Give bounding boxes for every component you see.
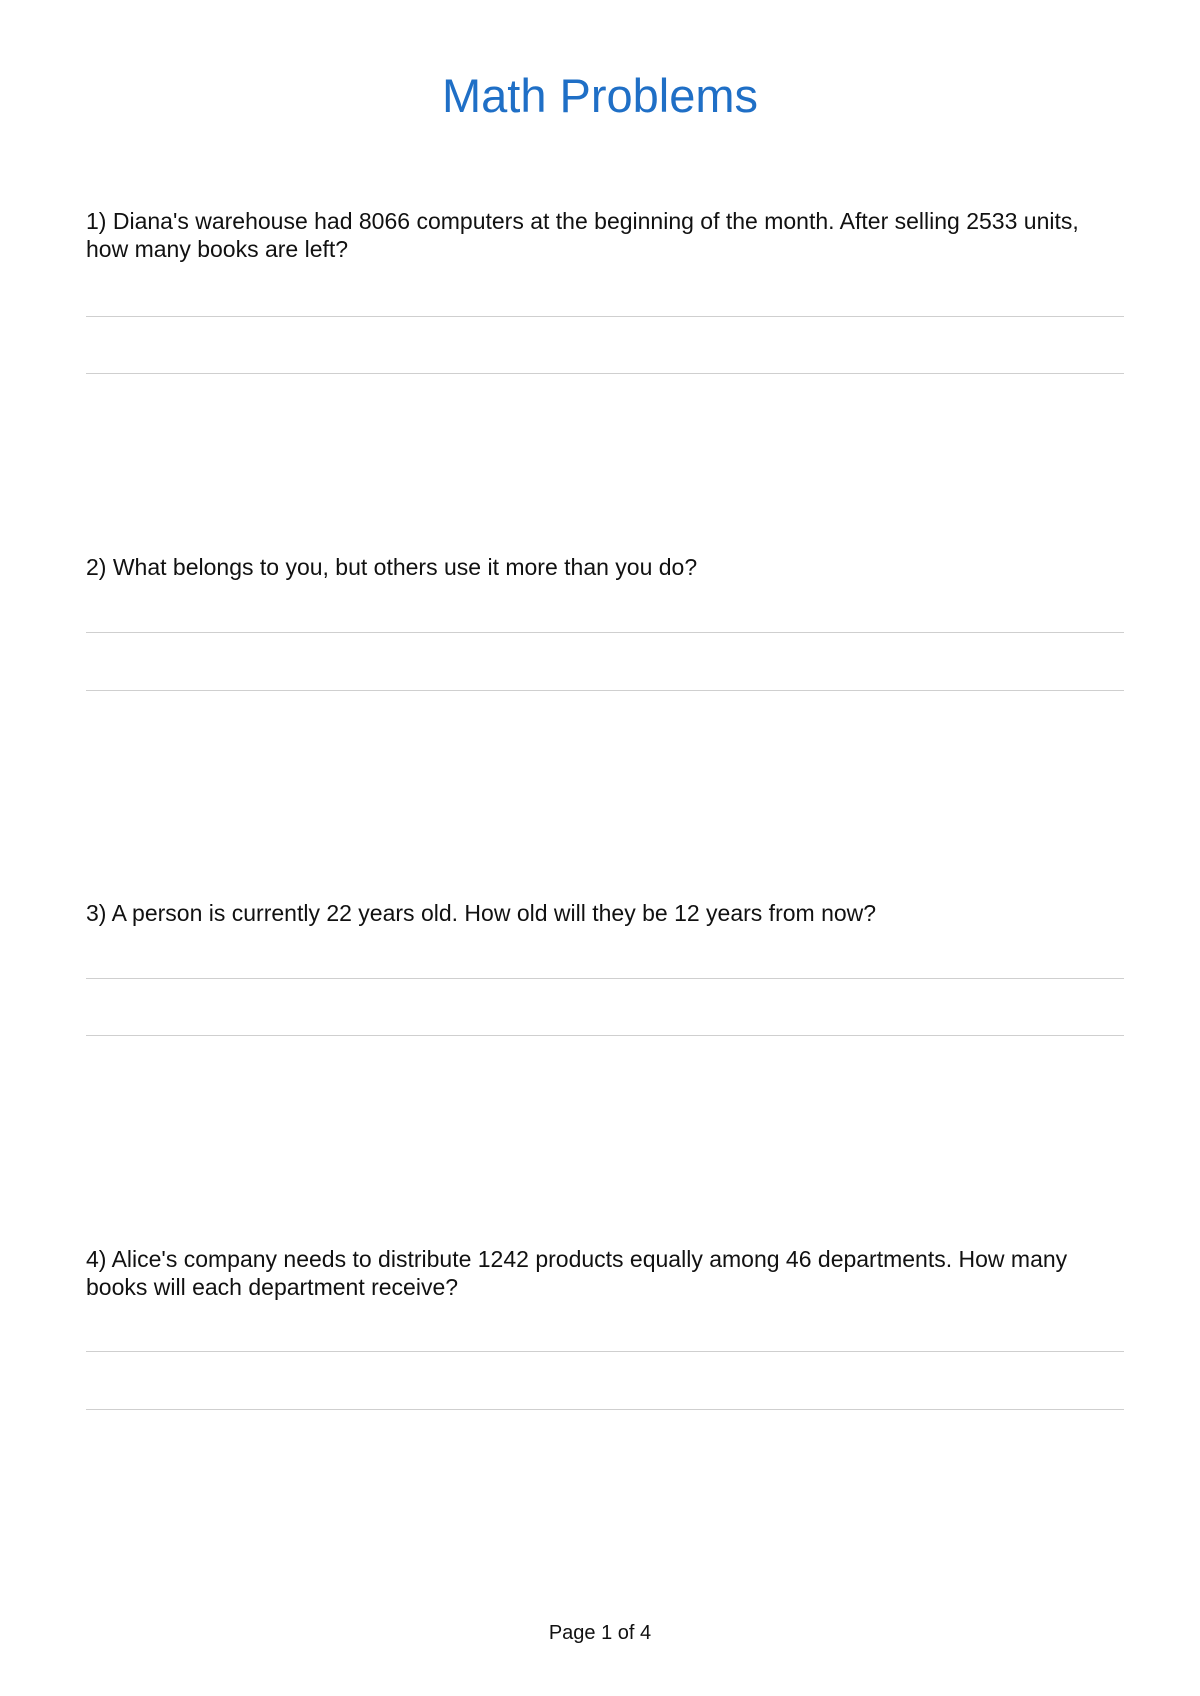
problem-1-number: 1): [86, 208, 107, 234]
problem-3-number: 3): [86, 900, 107, 926]
problem-3-text: [86, 899, 1126, 927]
answer-line-4a: [86, 1351, 1124, 1352]
problem-4: [86, 1245, 1126, 1301]
page-title: Math Problems: [441, 69, 759, 122]
problem-3-question: A person is currently 22 years old. How old will they be 12 years from now?: [111, 900, 877, 926]
problem-1-question: Diana's warehouse had 8066 computers at the beginning of the month. After selling 2533 units, how many books are left?: [86, 208, 1079, 262]
answer-line-2a: [86, 632, 1124, 633]
problem-4-text: [86, 1245, 1126, 1301]
problem-3: [86, 899, 1126, 927]
answer-line-3a: [86, 978, 1124, 979]
problem-2-question: What belongs to you, but others use it more than you do?: [112, 554, 698, 580]
problem-2: [86, 553, 1126, 581]
answer-line-1a: [86, 316, 1124, 317]
page-footer: Page 1 of 4: [548, 1622, 652, 1644]
answer-line-1b: [86, 373, 1124, 374]
problem-4-question: Alice's company needs to distribute 1242 products equally among 46 departments. How many books will each department receive?: [86, 1246, 1068, 1300]
problem-2-text: [86, 553, 1126, 581]
problem-2-number: 2): [86, 554, 107, 580]
answer-line-4b: [86, 1409, 1124, 1410]
answer-line-2b: [86, 690, 1124, 691]
problem-1-text: [86, 207, 1126, 263]
problem-4-number: 4): [86, 1246, 107, 1272]
problem-1: [86, 207, 1126, 263]
answer-line-3b: [86, 1035, 1124, 1036]
